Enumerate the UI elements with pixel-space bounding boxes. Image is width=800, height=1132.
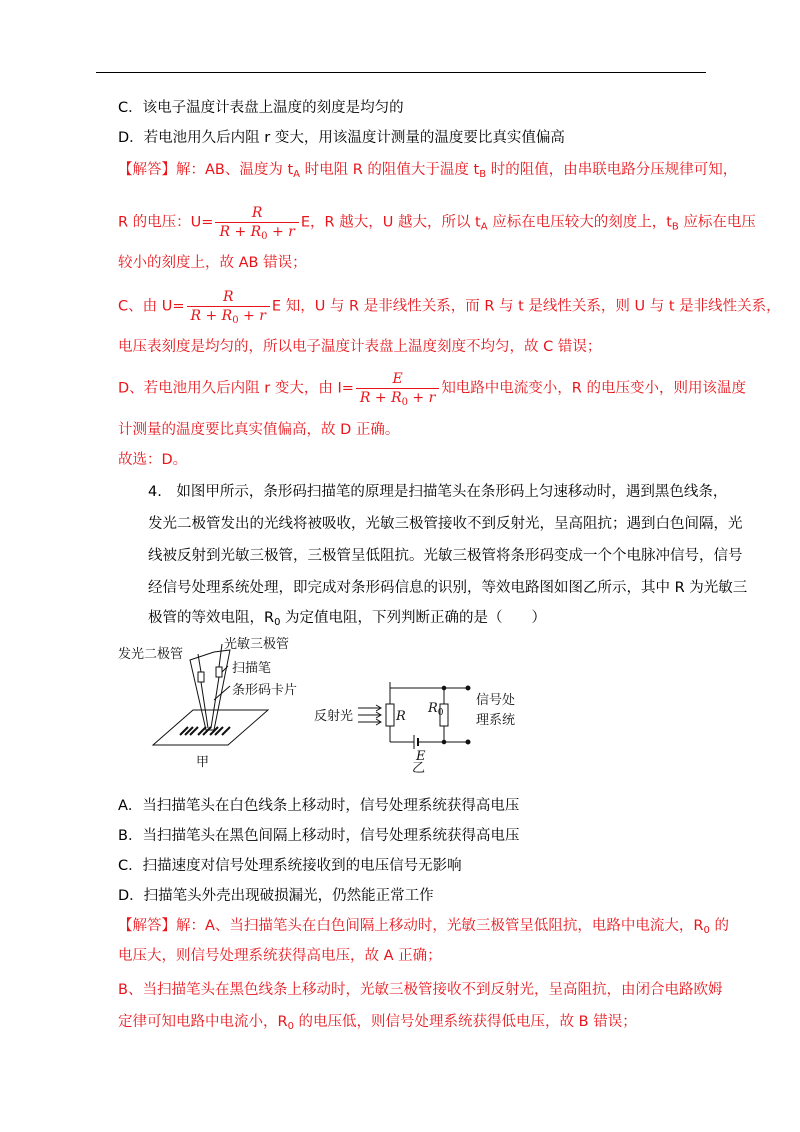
label-signal-2: 理系统 xyxy=(476,713,516,728)
solution-line-2: 电压大，则信号处理系统获得高电压，故 A 正确； xyxy=(118,948,442,964)
label-led: 发光二极管 xyxy=(118,647,184,662)
junction-top xyxy=(442,686,446,690)
answer-line-5: 电压表刻度是均匀的，所以电子温度计表盘上温度刻度不均匀，故 C 错误； xyxy=(118,339,602,355)
photo-pointer xyxy=(219,644,222,667)
option-a: A．当扫描笔头在白色线条上移动时，信号处理系统获得高电压 xyxy=(118,798,520,814)
pen-pointer xyxy=(222,666,228,672)
solution-line-4: 定律可知电路中电流小，$R_0$ 的电压低，则信号处理系统获得低电压，故 B 错误； xyxy=(118,1014,637,1032)
label-r: R xyxy=(396,709,406,724)
reflected-light-arrows xyxy=(358,705,381,725)
answer-line-8: 故选：D。 xyxy=(118,452,188,468)
option-b: B．当扫描笔头在黑色间隔上移动时，信号处理系统获得高电压 xyxy=(118,828,520,844)
label-r0: $R_0$ xyxy=(428,701,444,718)
answer-line-7: 计测量的温度要比真实值偏高，故 D 正确。 xyxy=(118,422,400,438)
label-signal-1: 信号处 xyxy=(476,693,516,708)
figure-svg xyxy=(118,632,538,777)
voltage-fraction: $\frac{R}{R + R_0 + r}$ xyxy=(215,204,298,241)
solution-tag: 【解答】 xyxy=(118,918,176,934)
label-phototransistor: 光敏三极管 xyxy=(224,637,290,652)
current-fraction: $\frac{E}{R + R_0 + r}$ xyxy=(356,370,439,407)
label-figure-jia: 甲 xyxy=(196,755,210,770)
question-4-figure xyxy=(118,632,538,777)
question-4-line-5: 极管的等效电阻，$R_0$ 为定值电阻，下列判断正确的是（ ） xyxy=(148,610,547,628)
barcode-lines xyxy=(180,727,230,735)
voltage-fraction-2: $\frac{R}{R + R_0 + r}$ xyxy=(187,288,270,325)
answer-line-4: C、由 U= $\frac{R}{R + R_0 + r}$ E 知，U 与 R 是非线性关系，而 R 与 t 是线性关系，则 U 与 t 是非线性关系， xyxy=(118,289,781,326)
answer-line-3: 较小的刻度上，故 AB 错误； xyxy=(118,255,307,271)
led-element xyxy=(198,672,204,682)
reflected-light xyxy=(211,677,219,728)
terminal-bottom xyxy=(466,740,470,744)
label-figure-yi: 乙 xyxy=(412,761,426,776)
question-4-line-1: 4. 如图甲所示，条形码扫描笔的原理是扫描笔头在条形码上匀速移动时，遇到黑色线条， xyxy=(148,484,728,500)
answer-tag: 【解答】 xyxy=(118,162,176,178)
figure-yi xyxy=(358,682,470,749)
phototransistor-element xyxy=(216,667,222,677)
terminal-top xyxy=(466,686,470,690)
label-barcode-card: 条形码卡片 xyxy=(232,683,298,698)
option-d: D．扫描笔头外壳出现破损漏光，仍然能正常工作 xyxy=(118,888,434,904)
header-rule xyxy=(96,72,706,73)
option-c: C．扫描速度对信号处理系统接收到的电压信号无影响 xyxy=(118,858,462,874)
label-reflected-light: 反射光 xyxy=(314,709,354,724)
emitted-light xyxy=(201,682,208,728)
junction-bottom xyxy=(442,740,446,744)
option-c-previous: C．该电子温度计表盘上温度的刻度是均匀的 xyxy=(118,100,404,116)
scanner-pen xyxy=(190,650,230,730)
solution-line-3: B、当扫描笔头在黑色线条上移动时，光敏三极管接收不到反射光，呈高阻抗，由闭合电路欧姆 xyxy=(118,982,723,998)
question-4-line-2: 发光二极管发出的光线将被吸收，光敏三极管接收不到反射光，呈高阻抗；遇到白色间隔，光 xyxy=(148,516,743,532)
label-scanner-pen: 扫描笔 xyxy=(232,661,272,676)
answer-line-2: R 的电压：U= $\frac{R}{R + R_0 + r}$ E，R 越大，U 越大，所以 $t_A$ 应标在电压较大的刻度上，$t_B$ 应标在电压 xyxy=(118,205,756,242)
label-e: E xyxy=(416,749,426,764)
question-4-line-3: 线被反射到光敏三极管，三极管呈低阻抗。光敏三极管将条形码变成一个个电脉冲信号，信号 xyxy=(148,548,743,564)
option-d-previous: D．若电池用久后内阻 r 变大，用该温度计测量的温度要比真实值偏高 xyxy=(118,130,565,146)
solution-line-1: 【解答】解：A、当扫描笔头在白色间隔上移动时，光敏三极管呈低阻抗，电路中电流大，$R_0$ 的 xyxy=(118,918,729,936)
answer-line-1: 【解答】解：AB、温度为 $t_A$ 时电阻 R 的阻值大于温度 $t_B$ 时的阻值，由串联电路分压规律可知， xyxy=(118,162,738,180)
question-4-line-4: 经信号处理系统处理，即完成对条形码信息的识别，等效电路图如图乙所示，其中 R 为光敏三 xyxy=(148,580,748,596)
resistor-r xyxy=(386,704,394,726)
answer-line-6: D、若电池用久后内阻 r 变大，由 I= $\frac{E}{R + R_0 + r}$ 知电路中电流变小，R 的电压变小，则用该温度 xyxy=(118,371,746,408)
